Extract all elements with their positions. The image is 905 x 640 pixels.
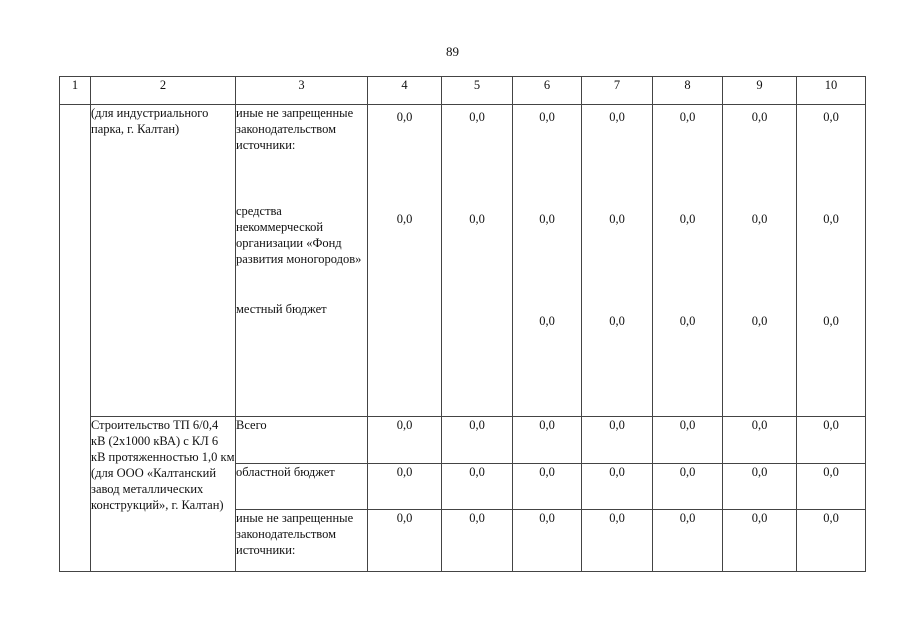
value-cell: 0,0 (368, 417, 442, 464)
header-cell: 9 (723, 77, 797, 105)
value-cell: 0,0 (442, 417, 513, 464)
value (368, 309, 441, 351)
value-cell: 0,0 (368, 510, 442, 572)
value-cell (582, 105, 653, 417)
value-cell (723, 105, 797, 417)
table-row (60, 105, 866, 417)
source-cell: Всего (236, 417, 368, 464)
header-cell: 2 (91, 77, 236, 105)
row-number-cell (60, 105, 91, 572)
value-cell (797, 105, 866, 417)
value-cell: 0,0 (653, 464, 723, 510)
value: 0,0 (679, 314, 696, 328)
header-cell: 7 (582, 77, 653, 105)
header-cell: 8 (653, 77, 723, 105)
value: 0,0 (396, 110, 413, 124)
value: 0,0 (539, 314, 555, 328)
source-text: местный бюджет (236, 302, 327, 316)
value: 0,0 (469, 212, 485, 226)
value-cell: 0,0 (723, 510, 797, 572)
table-row (60, 417, 866, 464)
header-cell: 10 (797, 77, 866, 105)
value: 0,0 (609, 314, 625, 328)
source-cell (236, 105, 368, 417)
source-text: иные не запрещенные законодательством источники: (236, 106, 354, 152)
value: 0,0 (609, 110, 625, 124)
value-cell: 0,0 (797, 417, 866, 464)
value-cell: 0,0 (723, 417, 797, 464)
value-cell: 0,0 (653, 417, 723, 464)
value: 0,0 (751, 314, 768, 328)
value: 0,0 (823, 212, 839, 226)
value-cell (513, 105, 582, 417)
header-cell: 5 (442, 77, 513, 105)
value-cell: 0,0 (513, 464, 582, 510)
value-cell: 0,0 (442, 510, 513, 572)
value-cell: 0,0 (513, 510, 582, 572)
header-cell: 1 (60, 77, 91, 105)
value: 0,0 (823, 110, 839, 124)
value-cell (368, 105, 442, 417)
value-cell: 0,0 (797, 464, 866, 510)
header-row (60, 77, 866, 105)
value-cell (442, 105, 513, 417)
value-cell: 0,0 (513, 417, 582, 464)
value-cell: 0,0 (582, 464, 653, 510)
source-cell: иные не запрещенные законодательством источники: (236, 510, 368, 572)
financing-table (59, 76, 866, 572)
value-cell: 0,0 (723, 464, 797, 510)
value: 0,0 (469, 110, 485, 124)
value-cell: 0,0 (582, 510, 653, 572)
source-text: средства некоммерческой организации «Фонд развития моногородов» (236, 204, 362, 266)
value-cell: 0,0 (797, 510, 866, 572)
value-cell: 0,0 (582, 417, 653, 464)
value: 0,0 (539, 212, 555, 226)
value-cell: 0,0 (368, 464, 442, 510)
item-name: (для индустриального парка, г. Калтан) (91, 106, 209, 136)
item-name-cell (91, 105, 236, 417)
header-cell: 4 (368, 77, 442, 105)
item-name-cell (91, 417, 236, 572)
value-cell (653, 105, 723, 417)
value: 0,0 (679, 212, 696, 226)
header-cell: 6 (513, 77, 582, 105)
value: 0,0 (396, 212, 413, 226)
value: 0,0 (751, 212, 768, 226)
source-cell: областной бюджет (236, 464, 368, 510)
value: 0,0 (823, 314, 839, 328)
value-cell: 0,0 (442, 464, 513, 510)
value: 0,0 (539, 110, 555, 124)
page-number: 89 (446, 44, 459, 59)
value-cell: 0,0 (653, 510, 723, 572)
value: 0,0 (609, 212, 625, 226)
value (442, 309, 512, 351)
value: 0,0 (679, 110, 696, 124)
item-name: Строительство ТП 6/0,4 кВ (2х1000 кВА) с КЛ 6 кВ протяженностью 1,0 км (для ООО «Калтанский завод металлических конструкций», г. Калтан) (91, 418, 235, 513)
header-cell: 3 (236, 77, 368, 105)
value: 0,0 (751, 110, 768, 124)
